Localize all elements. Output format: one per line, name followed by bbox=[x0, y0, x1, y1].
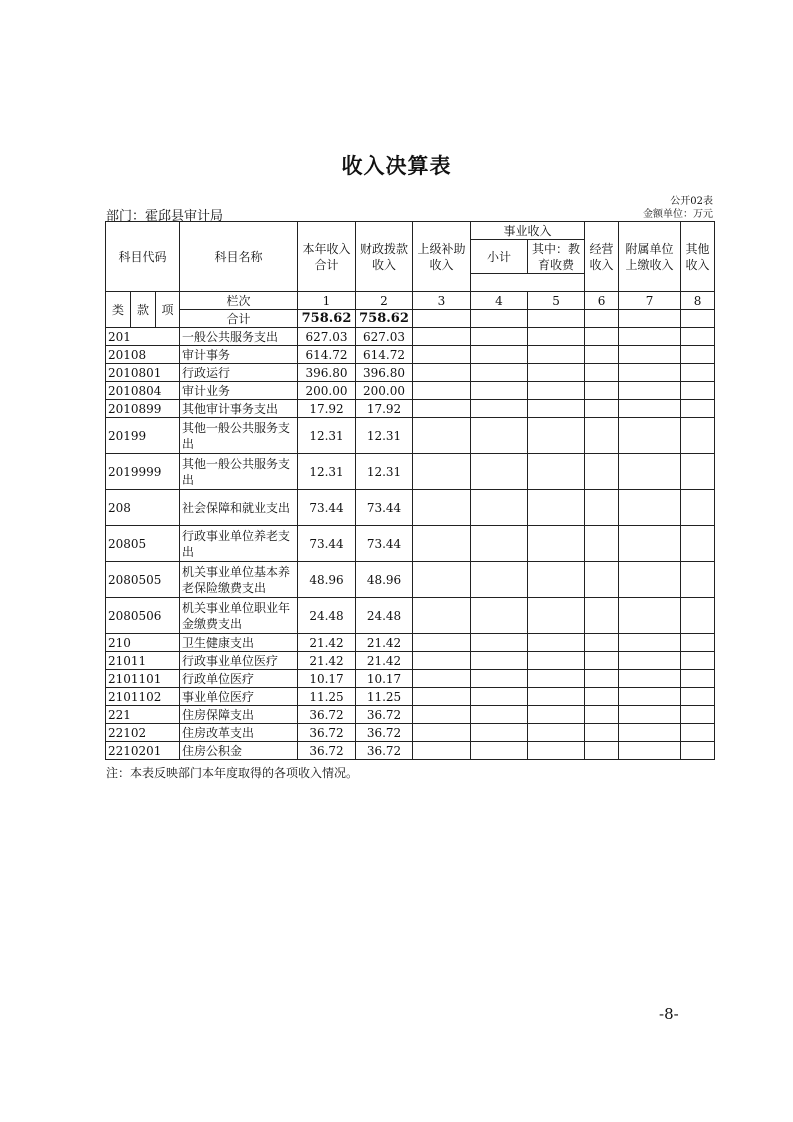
empty-cell bbox=[585, 490, 619, 526]
empty-cell bbox=[413, 400, 471, 418]
empty-cell bbox=[528, 652, 585, 670]
header-subtotal: 小计 bbox=[471, 240, 528, 274]
row-income: 36.72 bbox=[298, 724, 356, 742]
empty-cell bbox=[471, 346, 528, 364]
table-row bbox=[106, 670, 715, 688]
empty-cell bbox=[619, 400, 681, 418]
total-label: 合计 bbox=[180, 310, 298, 328]
row-income: 396.80 bbox=[298, 364, 356, 382]
empty-cell bbox=[528, 400, 585, 418]
table-row bbox=[106, 490, 715, 526]
empty-cell bbox=[413, 742, 471, 760]
table-row bbox=[106, 346, 715, 364]
page-title: 收入决算表 bbox=[341, 154, 452, 178]
empty-cell bbox=[471, 454, 528, 490]
header-name: 科目名称 bbox=[180, 222, 298, 292]
row-name: 住房改革支出 bbox=[180, 724, 298, 742]
form-number: 公开02表 bbox=[670, 196, 713, 207]
empty-cell bbox=[413, 652, 471, 670]
row-income: 73.44 bbox=[298, 526, 356, 562]
row-income: 24.48 bbox=[298, 598, 356, 634]
empty-cell bbox=[585, 706, 619, 724]
row-name: 行政事业单位养老支出 bbox=[180, 526, 298, 562]
empty-cell bbox=[471, 382, 528, 400]
empty-cell bbox=[619, 382, 681, 400]
row-fiscal: 73.44 bbox=[356, 490, 413, 526]
empty-cell bbox=[471, 670, 528, 688]
empty-cell bbox=[471, 652, 528, 670]
row-fiscal: 200.00 bbox=[356, 382, 413, 400]
empty-cell bbox=[585, 634, 619, 652]
empty-cell bbox=[585, 688, 619, 706]
row-code: 208 bbox=[106, 490, 180, 526]
row-code: 2010804 bbox=[106, 382, 180, 400]
row-income: 21.42 bbox=[298, 652, 356, 670]
empty-cell bbox=[413, 346, 471, 364]
empty-cell bbox=[681, 454, 715, 490]
row-name: 其他一般公共服务支出 bbox=[180, 454, 298, 490]
header-code: 科目代码 bbox=[106, 222, 180, 292]
table-row bbox=[106, 418, 715, 454]
row-fiscal: 10.17 bbox=[356, 670, 413, 688]
row-code: 21011 bbox=[106, 652, 180, 670]
empty-cell bbox=[471, 688, 528, 706]
row-fiscal: 36.72 bbox=[356, 706, 413, 724]
row-code: 2101102 bbox=[106, 688, 180, 706]
row-name: 其他审计事务支出 bbox=[180, 400, 298, 418]
empty-cell bbox=[413, 382, 471, 400]
row-code: 2080505 bbox=[106, 562, 180, 598]
empty-cell bbox=[619, 364, 681, 382]
empty-cell bbox=[585, 598, 619, 634]
total-income: 758.62 bbox=[298, 310, 356, 328]
row-name: 行政事业单位医疗 bbox=[180, 652, 298, 670]
row-name: 机关事业单位职业年金缴费支出 bbox=[180, 598, 298, 634]
empty-cell bbox=[585, 400, 619, 418]
empty-cell bbox=[681, 598, 715, 634]
empty-cell bbox=[619, 454, 681, 490]
table-row bbox=[106, 742, 715, 760]
empty-cell bbox=[585, 670, 619, 688]
table-row bbox=[106, 598, 715, 634]
row-code: 2010899 bbox=[106, 400, 180, 418]
header-fiscal: 财政拨款收入 bbox=[356, 222, 413, 292]
empty-cell bbox=[585, 346, 619, 364]
empty-cell bbox=[528, 364, 585, 382]
row-income: 48.96 bbox=[298, 562, 356, 598]
table-row bbox=[106, 382, 715, 400]
col-number: 8 bbox=[681, 292, 715, 310]
empty-cell bbox=[528, 742, 585, 760]
row-name: 机关事业单位基本养老保险缴费支出 bbox=[180, 562, 298, 598]
table-row bbox=[106, 724, 715, 742]
empty-cell bbox=[528, 688, 585, 706]
header-lei: 类 bbox=[106, 292, 131, 328]
row-fiscal: 12.31 bbox=[356, 418, 413, 454]
empty-cell bbox=[681, 364, 715, 382]
empty-cell bbox=[413, 418, 471, 454]
empty-cell bbox=[413, 598, 471, 634]
table-row bbox=[106, 652, 715, 670]
row-code: 20199 bbox=[106, 418, 180, 454]
table-row bbox=[106, 706, 715, 724]
col-number: 1 bbox=[298, 292, 356, 310]
total-row bbox=[106, 310, 715, 328]
row-name: 其他一般公共服务支出 bbox=[180, 418, 298, 454]
row-code: 20108 bbox=[106, 346, 180, 364]
row-income: 10.17 bbox=[298, 670, 356, 688]
empty-cell bbox=[471, 724, 528, 742]
empty-cell bbox=[585, 742, 619, 760]
page-number: -8- bbox=[659, 1005, 679, 1023]
row-fiscal: 36.72 bbox=[356, 724, 413, 742]
empty-cell bbox=[471, 328, 528, 346]
row-fiscal: 11.25 bbox=[356, 688, 413, 706]
empty-cell bbox=[528, 490, 585, 526]
empty-cell bbox=[681, 490, 715, 526]
empty-cell bbox=[471, 706, 528, 724]
header-superior: 上级补助收入 bbox=[413, 222, 471, 292]
department-label: 部门：霍邱县审计局 bbox=[106, 209, 224, 224]
row-name: 一般公共服务支出 bbox=[180, 328, 298, 346]
empty-cell bbox=[471, 526, 528, 562]
header-xiang: 项 bbox=[156, 292, 180, 328]
empty-cell bbox=[585, 652, 619, 670]
empty-cell bbox=[619, 742, 681, 760]
row-fiscal: 396.80 bbox=[356, 364, 413, 382]
empty-cell bbox=[413, 490, 471, 526]
empty-cell bbox=[471, 490, 528, 526]
empty-cell bbox=[681, 670, 715, 688]
col-number: 6 bbox=[585, 292, 619, 310]
row-code: 2101101 bbox=[106, 670, 180, 688]
row-income: 11.25 bbox=[298, 688, 356, 706]
table-row bbox=[106, 400, 715, 418]
empty-cell bbox=[413, 454, 471, 490]
empty-cell bbox=[585, 364, 619, 382]
empty-cell bbox=[619, 634, 681, 652]
empty-cell bbox=[585, 454, 619, 490]
header-affiliated: 附属单位上缴收入 bbox=[619, 222, 681, 292]
empty-cell bbox=[681, 418, 715, 454]
row-income: 36.72 bbox=[298, 742, 356, 760]
table-row bbox=[106, 634, 715, 652]
row-fiscal: 36.72 bbox=[356, 742, 413, 760]
row-fiscal: 48.96 bbox=[356, 562, 413, 598]
empty-cell bbox=[619, 562, 681, 598]
row-income: 627.03 bbox=[298, 328, 356, 346]
empty-cell bbox=[585, 562, 619, 598]
empty-cell bbox=[681, 742, 715, 760]
total-fiscal: 758.62 bbox=[356, 310, 413, 328]
row-name: 住房公积金 bbox=[180, 742, 298, 760]
row-name: 行政单位医疗 bbox=[180, 670, 298, 688]
empty-cell bbox=[681, 526, 715, 562]
empty-cell bbox=[585, 418, 619, 454]
table-row bbox=[106, 562, 715, 598]
empty-cell bbox=[528, 382, 585, 400]
empty-cell bbox=[681, 634, 715, 652]
row-fiscal: 627.03 bbox=[356, 328, 413, 346]
empty-cell bbox=[681, 346, 715, 364]
empty-cell bbox=[585, 526, 619, 562]
table-row bbox=[106, 688, 715, 706]
row-name: 审计事务 bbox=[180, 346, 298, 364]
row-name: 事业单位医疗 bbox=[180, 688, 298, 706]
row-fiscal: 24.48 bbox=[356, 598, 413, 634]
row-code: 2080506 bbox=[106, 598, 180, 634]
row-code: 2019999 bbox=[106, 454, 180, 490]
row-code: 2010801 bbox=[106, 364, 180, 382]
empty-cell bbox=[619, 418, 681, 454]
empty-cell bbox=[528, 526, 585, 562]
row-fiscal: 21.42 bbox=[356, 634, 413, 652]
row-income: 12.31 bbox=[298, 454, 356, 490]
col-number: 2 bbox=[356, 292, 413, 310]
empty-cell bbox=[528, 418, 585, 454]
empty-cell bbox=[585, 724, 619, 742]
empty-cell bbox=[471, 598, 528, 634]
row-code: 201 bbox=[106, 328, 180, 346]
row-name: 住房保障支出 bbox=[180, 706, 298, 724]
row-income: 36.72 bbox=[298, 706, 356, 724]
empty-cell bbox=[528, 454, 585, 490]
empty-cell bbox=[681, 724, 715, 742]
empty-cell bbox=[619, 490, 681, 526]
empty-cell bbox=[619, 526, 681, 562]
empty-cell bbox=[619, 652, 681, 670]
row-fiscal: 614.72 bbox=[356, 346, 413, 364]
empty-cell bbox=[471, 562, 528, 598]
empty-cell bbox=[681, 400, 715, 418]
empty-cell bbox=[413, 724, 471, 742]
empty-cell bbox=[413, 562, 471, 598]
col-number: 3 bbox=[413, 292, 471, 310]
row-income: 17.92 bbox=[298, 400, 356, 418]
header-lanci: 栏次 bbox=[180, 292, 298, 310]
header-edu-fee: 其中：教育收费 bbox=[528, 240, 585, 274]
empty-cell bbox=[681, 652, 715, 670]
row-code: 210 bbox=[106, 634, 180, 652]
empty-cell bbox=[413, 526, 471, 562]
table-row bbox=[106, 328, 715, 346]
empty-cell bbox=[471, 400, 528, 418]
income-table bbox=[105, 221, 715, 760]
empty-cell bbox=[681, 706, 715, 724]
table-row bbox=[106, 526, 715, 562]
empty-cell bbox=[528, 346, 585, 364]
row-name: 行政运行 bbox=[180, 364, 298, 382]
empty-cell bbox=[585, 328, 619, 346]
row-income: 73.44 bbox=[298, 490, 356, 526]
empty-cell bbox=[413, 670, 471, 688]
row-income: 614.72 bbox=[298, 346, 356, 364]
col-number: 7 bbox=[619, 292, 681, 310]
amount-unit: 金额单位：万元 bbox=[643, 209, 713, 220]
empty-cell bbox=[619, 346, 681, 364]
empty-cell bbox=[619, 598, 681, 634]
row-income: 200.00 bbox=[298, 382, 356, 400]
empty-cell bbox=[528, 598, 585, 634]
empty-cell bbox=[681, 382, 715, 400]
empty-cell bbox=[413, 634, 471, 652]
empty-cell bbox=[528, 724, 585, 742]
row-fiscal: 17.92 bbox=[356, 400, 413, 418]
empty-cell bbox=[681, 328, 715, 346]
header-kuan: 款 bbox=[131, 292, 156, 328]
col-number: 4 bbox=[471, 292, 528, 310]
table-row bbox=[106, 364, 715, 382]
empty-cell bbox=[619, 670, 681, 688]
empty-cell bbox=[528, 328, 585, 346]
empty-cell bbox=[471, 634, 528, 652]
empty-cell bbox=[528, 670, 585, 688]
row-name: 卫生健康支出 bbox=[180, 634, 298, 652]
empty-cell bbox=[619, 688, 681, 706]
empty-cell bbox=[413, 688, 471, 706]
empty-cell bbox=[528, 706, 585, 724]
empty-cell bbox=[585, 382, 619, 400]
empty-cell bbox=[471, 364, 528, 382]
row-code: 2210201 bbox=[106, 742, 180, 760]
row-name: 社会保障和就业支出 bbox=[180, 490, 298, 526]
empty-cell bbox=[413, 328, 471, 346]
row-code: 221 bbox=[106, 706, 180, 724]
header-operating: 经营收入 bbox=[585, 222, 619, 292]
row-fiscal: 73.44 bbox=[356, 526, 413, 562]
empty-cell bbox=[471, 742, 528, 760]
empty-cell bbox=[619, 706, 681, 724]
empty-cell bbox=[528, 562, 585, 598]
row-fiscal: 12.31 bbox=[356, 454, 413, 490]
footnote: 注：本表反映部门本年度取得的各项收入情况。 bbox=[106, 766, 359, 780]
col-number: 5 bbox=[528, 292, 585, 310]
empty-cell bbox=[619, 724, 681, 742]
empty-cell bbox=[413, 706, 471, 724]
empty-cell bbox=[681, 562, 715, 598]
row-income: 12.31 bbox=[298, 418, 356, 454]
empty-cell bbox=[471, 418, 528, 454]
empty-cell bbox=[619, 328, 681, 346]
report-meta bbox=[643, 195, 713, 221]
row-fiscal: 21.42 bbox=[356, 652, 413, 670]
header-business: 事业收入 bbox=[471, 222, 585, 240]
empty-cell bbox=[413, 364, 471, 382]
row-name: 审计业务 bbox=[180, 382, 298, 400]
header-other: 其他收入 bbox=[681, 222, 715, 292]
table-row bbox=[106, 454, 715, 490]
row-income: 21.42 bbox=[298, 634, 356, 652]
row-code: 20805 bbox=[106, 526, 180, 562]
empty-cell bbox=[528, 634, 585, 652]
header-income-total: 本年收入合计 bbox=[298, 222, 356, 292]
empty-cell bbox=[681, 688, 715, 706]
row-code: 22102 bbox=[106, 724, 180, 742]
